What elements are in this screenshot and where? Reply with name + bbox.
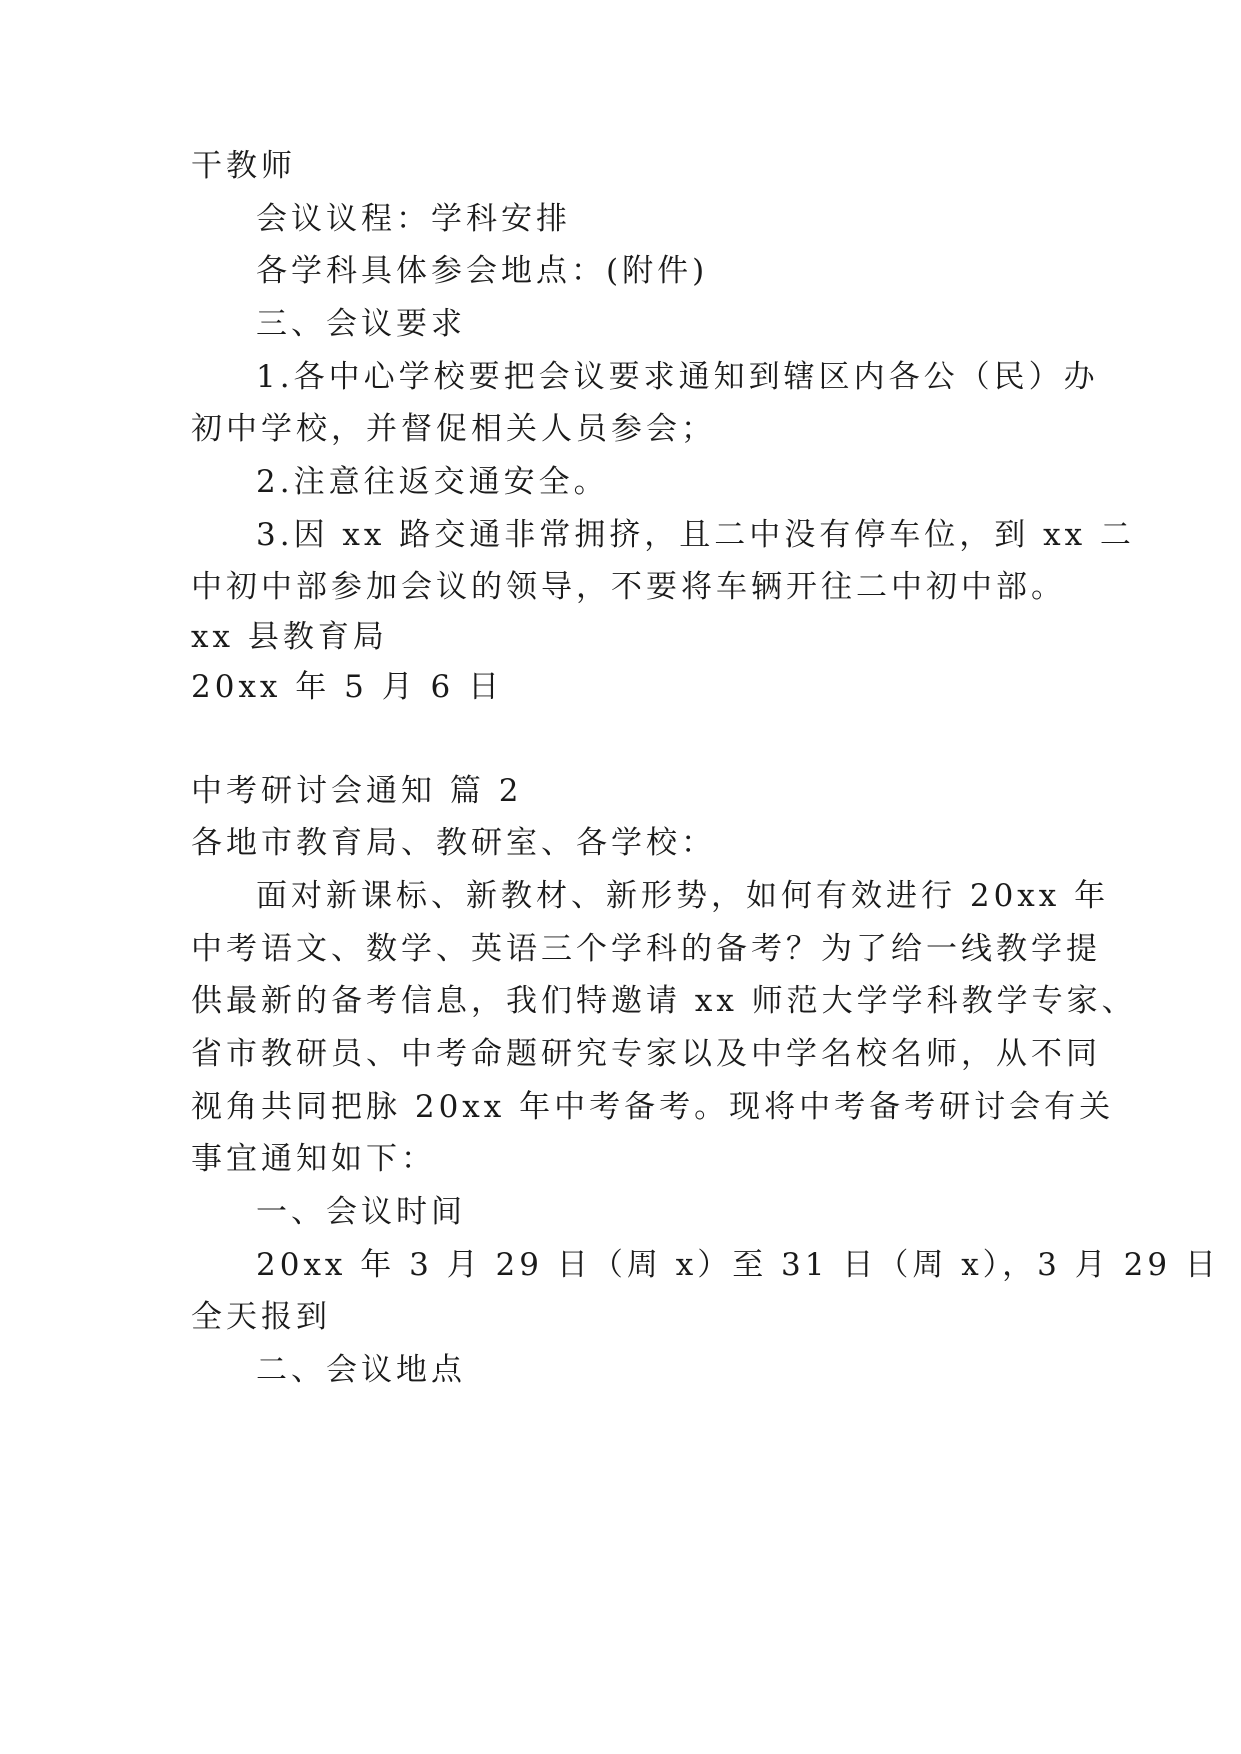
- section-title: 中考研讨会通知 篇 2: [191, 773, 523, 809]
- section-heading-time: 一、会议时间: [256, 1194, 466, 1230]
- agenda-line: 会议议程：学科安排: [256, 201, 571, 237]
- body-line: 面对新课标、新教材、新形势，如何有效进行 20xx 年: [256, 878, 1110, 914]
- text-line: 干教师: [191, 148, 296, 184]
- venue-line: 各学科具体参会地点：(附件): [256, 253, 709, 289]
- meeting-time-line-cont: 全天报到: [191, 1299, 331, 1335]
- body-line: 视角共同把脉 20xx 年中考备考。现将中考备考研讨会有关: [191, 1089, 1115, 1125]
- body-line: 供最新的备考信息，我们特邀请 xx 师范大学学科教学专家、: [191, 983, 1137, 1019]
- requirement-item-3-cont: 中初中部参加会议的领导，不要将车辆开往二中初中部。: [191, 569, 1066, 605]
- salutation: 各地市教育局、教研室、各学校：: [191, 825, 716, 861]
- signature-org: xx 县教育局: [191, 619, 388, 655]
- signature-date: 20xx 年 5 月 6 日: [191, 669, 504, 705]
- meeting-time-line: 20xx 年 3 月 29 日（周 x）至 31 日（周 x），3 月 29 日: [256, 1247, 1220, 1283]
- requirement-item-2: 2.注意往返交通安全。: [256, 464, 609, 500]
- requirement-item-3: 3.因 xx 路交通非常拥挤，且二中没有停车位，到 xx 二: [256, 517, 1135, 553]
- body-line: 省市教研员、中考命题研究专家以及中学名校名师，从不同: [191, 1036, 1101, 1072]
- requirement-item-1: 1.各中心学校要把会议要求通知到辖区内各公（民）办: [256, 359, 1099, 395]
- body-line: 中考语文、数学、英语三个学科的备考？为了给一线教学提: [191, 931, 1101, 967]
- section-heading-place: 二、会议地点: [256, 1352, 466, 1388]
- section-heading-requirements: 三、会议要求: [256, 306, 466, 342]
- requirement-item-1-cont: 初中学校，并督促相关人员参会；: [191, 411, 716, 447]
- body-line: 事宜通知如下：: [191, 1141, 436, 1177]
